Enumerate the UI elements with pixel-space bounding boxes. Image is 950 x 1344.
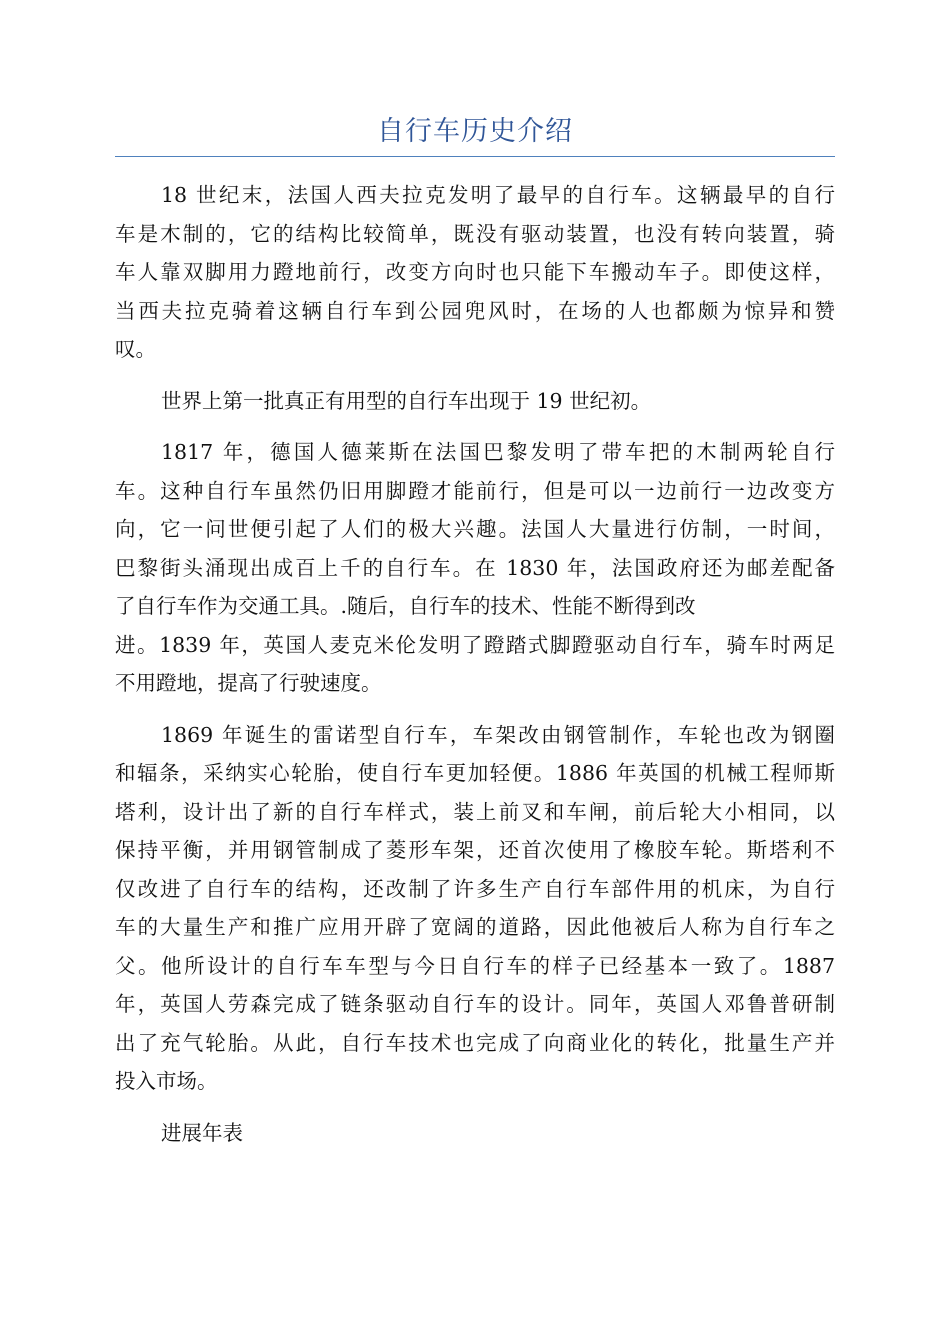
paragraph-line: 车的大量生产和推广应用开辟了宽阔的道路，因此他被后人称为自行车之 (115, 915, 835, 939)
paragraph-3 (115, 433, 835, 703)
paragraph-line: 车是木制的，它的结构比较简单，既没有驱动装置，也没有转向装置，骑 (115, 221, 835, 246)
paragraph-line: 1869 年诞生的雷诺型自行车，车架改由钢管制作，车轮也改为钢圈 (161, 722, 835, 747)
paragraph-line: 仅改进了自行车的结构，还改制了许多生产自行车部件用的机床，为自行 (115, 876, 835, 901)
paragraph-line: 当西夫拉克骑着这辆自行车到公园兜风时，在场的人也都颇为惊异和赞 (115, 298, 835, 323)
paragraph-1 (115, 176, 835, 369)
paragraph-line: 投入市场。 (115, 1069, 218, 1093)
paragraph-line: 车人靠双脚用力蹬地前行，改变方向时也只能下车搬动车子。即使这样， (115, 260, 835, 284)
title-block (115, 112, 835, 157)
paragraph-line: 进展年表 (161, 1120, 243, 1145)
paragraph-line: 了自行车作为交通工具。.随后，自行车的技术、性能不断得到改 (115, 594, 696, 618)
paragraph-line: 车。这种自行车虽然仍旧用脚蹬才能前行，但是可以一边前行一边改变方 (115, 478, 835, 503)
document-title: 自行车历史介绍 (377, 116, 573, 147)
paragraph-line: 塔利，设计出了新的自行车样式，装上前叉和车闸，前后轮大小相同，以 (115, 799, 835, 824)
paragraph-line: 出了充气轮胎。从此，自行车技术也完成了向商业化的转化，批量生产并 (115, 1030, 835, 1055)
paragraph-line: 巴黎街头涌现出成百上千的自行车。在 1830 年，法国政府还为邮差配备 (115, 555, 835, 580)
paragraph-line: 父。他所设计的自行车车型与今日自行车的样子已经基本一致了。1887 (115, 953, 835, 978)
paragraph-line: 进。1839 年，英国人麦克米伦发明了蹬踏式脚蹬驱动自行车，骑车时两足 (115, 632, 835, 657)
paragraph-line: 年，英国人劳森完成了链条驱动自行车的设计。同年，英国人邓鲁普研制 (115, 992, 835, 1016)
paragraph-line: 不用蹬地，提高了行驶速度。 (115, 671, 382, 695)
paragraph-4 (115, 716, 835, 1101)
paragraph-line: 叹。 (115, 337, 156, 361)
document-body (115, 176, 835, 1165)
paragraph-line: 世界上第一批真正有用型的自行车出现于 19 世纪初。 (161, 388, 652, 413)
paragraph-line: 和辐条，采纳实心轮胎，使自行车更加轻便。1886 年英国的机械工程师斯 (115, 761, 835, 785)
paragraph-line: 18 世纪末，法国人西夫拉克发明了最早的自行车。这辆最早的自行 (161, 183, 835, 207)
paragraph-line: 向，它一问世便引起了人们的极大兴趣。法国人大量进行仿制，一时间， (115, 517, 835, 541)
paragraph-5 (115, 1114, 835, 1153)
paragraph-line: 保持平衡，并用钢管制成了菱形车架，还首次使用了橡胶车轮。斯塔利不 (115, 838, 835, 862)
paragraph-line: 1817 年，德国人德莱斯在法国巴黎发明了带车把的木制两轮自行 (161, 440, 835, 464)
paragraph-2 (115, 382, 835, 421)
